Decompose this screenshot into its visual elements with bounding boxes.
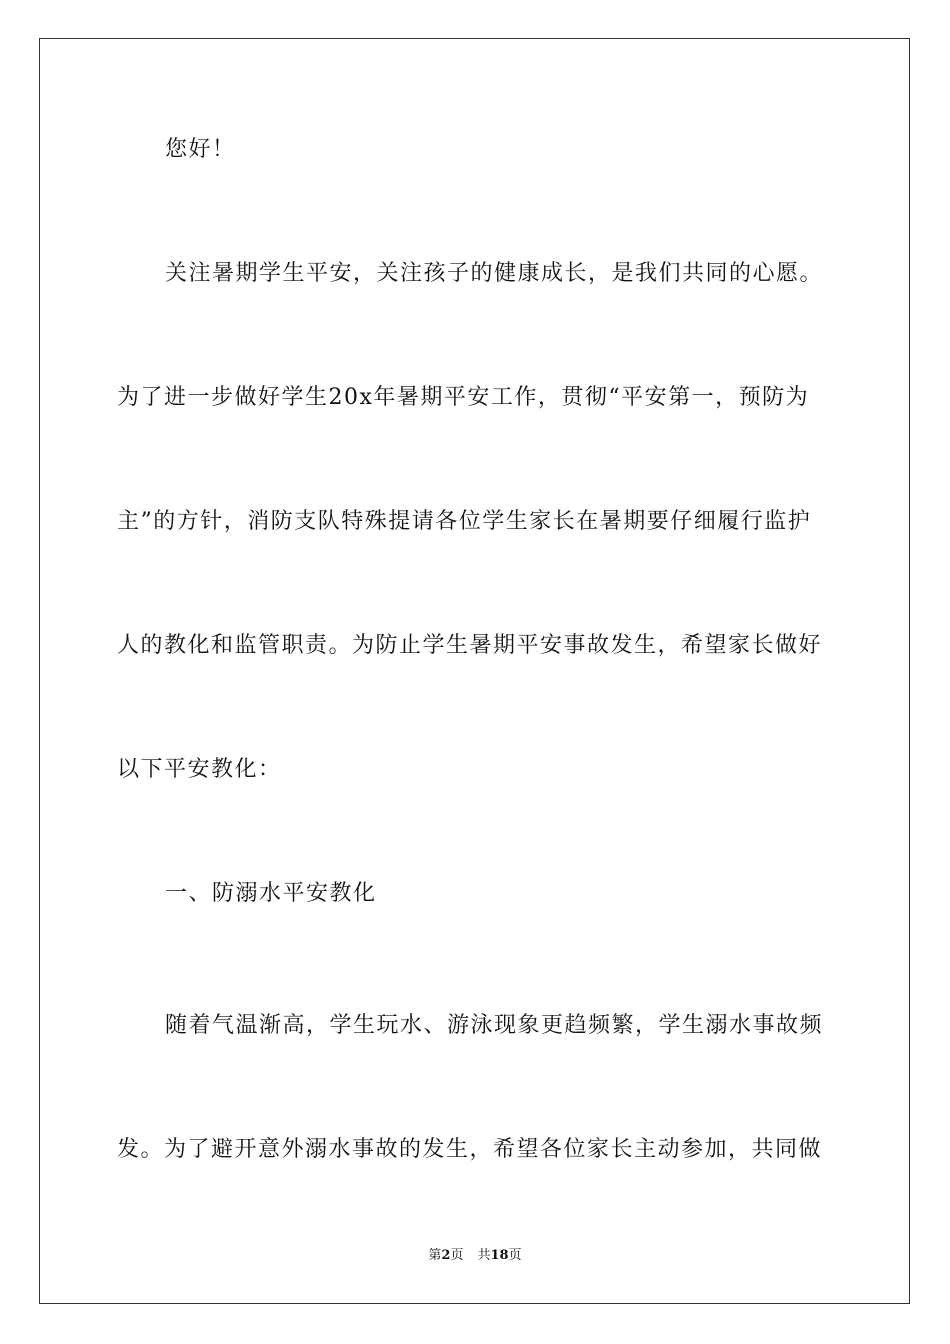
greeting-line: 您好！	[165, 137, 236, 162]
paragraph-line: 人的教化和监管职责。为防止学生暑期平安事故发生，希望家长做好	[117, 633, 823, 658]
total-prefix: 共	[477, 1248, 491, 1263]
page-number: 2	[441, 1248, 451, 1263]
paragraph-line: 关注暑期学生平安，关注孩子的健康成长，是我们共同的心愿。	[165, 261, 824, 286]
page-border	[39, 38, 910, 1304]
section-heading: 一、防溺水平安教化	[165, 881, 377, 906]
paragraph-line: 发。为了避开意外溺水事故的发生，希望各位家长主动参加，共同做	[117, 1137, 823, 1162]
paragraph-line: 以下平安教化：	[117, 757, 282, 782]
page-suffix: 页	[450, 1248, 464, 1263]
total-suffix: 页	[508, 1248, 522, 1263]
page-footer	[0, 1247, 950, 1265]
paragraph-line: 为了进一步做好学生20x年暑期平安工作，贯彻“平安第一，预防为	[117, 385, 810, 410]
total-pages: 18	[490, 1248, 509, 1263]
paragraph-line: 主”的方针，消防支队特殊提请各位学生家长在暑期要仔细履行监护	[117, 509, 812, 534]
paragraph-line: 随着气温渐高，学生玩水、游泳现象更趋频繁，学生溺水事故频	[165, 1013, 824, 1038]
page-prefix: 第	[428, 1248, 442, 1263]
